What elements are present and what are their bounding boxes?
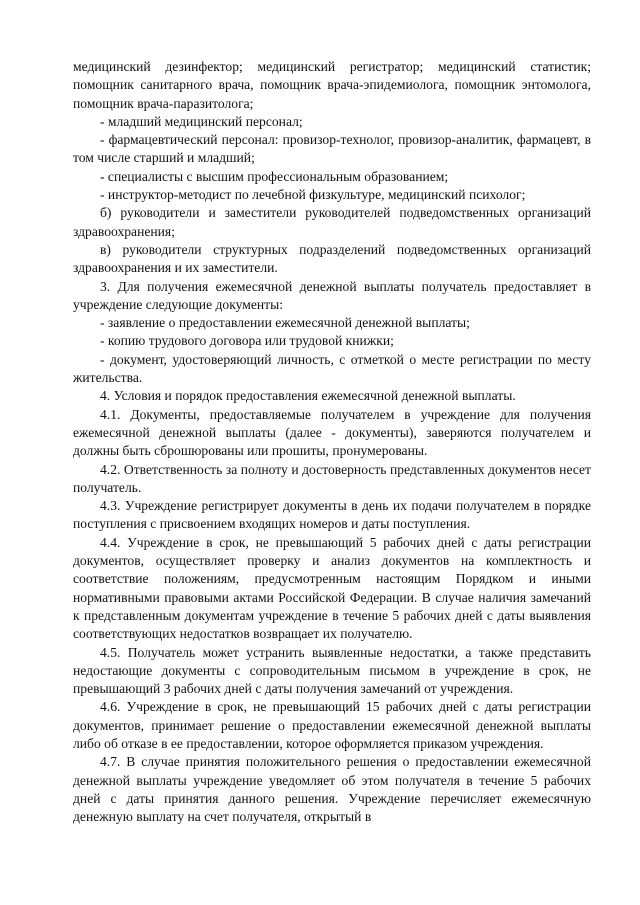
point-3-required-documents: 3. Для получения ежемесячной денежной выплаты получатель предоставляет в учреждение следующие документы: [73, 278, 591, 312]
point-4-1: 4.1. Документы, предоставляемые получателем в учреждение для получения ежемесячной денежной выплаты (далее - документы), заверяются получателем и должны быть сброшюрованы или прошиты, пронумерованы. [73, 406, 591, 459]
list-item-junior-medical-staff: - младший медицинский персонал; [100, 113, 303, 129]
point-4-heading: 4. Условия и порядок предоставления ежемесячной денежной выплаты. [100, 388, 516, 404]
point-4-7: 4.7. В случае принятия положительного решения о предоставлении ежемесячной денежной выплаты учреждение уведомляет об этом получателя в течение 5 рабочих дней с даты принятия данного решения. Учреждение перечисляет ежемесячную денежную выплату на счет получателя, открытый в [73, 754, 591, 825]
paragraph-continuation-staff-list: медицинский дезинфектор; медицинский регистратор; медицинский статистик; помощник санитарного врача, помощник врача-эпидемиолога, помощник энтомолога, помощник врача-паразитолога; [73, 59, 591, 111]
list-item-application: - заявление о предоставлении ежемесячной денежной выплаты; [100, 315, 470, 331]
subpoint-c-heads-of-divisions: в) руководители структурных подразделений подведомственных организаций здравоохранения и их заместители. [73, 241, 591, 276]
point-4-6: 4.6. Учреждение в срок, не превышающий 15 рабочих дней с даты регистрации документов, принимает решение о предоставлении ежемесячной денежной выплаты либо об отказе в ее предоставлении, которое оформляется приказом учреждения. [73, 699, 591, 751]
list-item-identity-document: - документ, удостоверяющий личность, с отметкой о месте регистрации по месту жительства. [73, 351, 591, 386]
subpoint-b-heads-of-organizations: б) руководители и заместители руководителей подведомственных организаций здравоохранения; [73, 205, 591, 239]
point-4-3: 4.3. Учреждение регистрирует документы в день их подачи получателем в порядке поступления с присвоением входящих номеров и даты поступления. [73, 498, 591, 532]
list-item-higher-education-specialists: - специалисты с высшим профессиональным образованием; [100, 168, 449, 184]
list-item-instructor-psychologist: - инструктор-методист по лечебной физкультуре, медицинский психолог; [100, 187, 526, 203]
list-item-pharmaceutical-staff: - фармацевтический персонал: провизор-технолог, провизор-аналитик, фармацевт, в том числе старший и младший; [73, 132, 591, 166]
point-4-4: 4.4. Учреждение в срок, не превышающий 5 рабочих дней с даты регистрации документов, осуществляет проверку и анализ документов на комплектность и соответствие положениям, предусмотренным настоящим Порядком и иными нормативными правовыми актами Российской Федерации. В случае наличия замечаний к представленным документам учреждение в течение 5 рабочих дней с даты выявления соответствующих недостатков возвращает их получателю. [73, 534, 591, 642]
point-4-2: 4.2. Ответственность за полноту и достоверность представленных документов несет получатель. [73, 461, 591, 495]
document-page [73, 58, 591, 826]
list-item-employment-contract: - копию трудового договора или трудовой книжки; [100, 333, 394, 349]
point-4-5: 4.5. Получатель может устранить выявленные недостатки, а также представить недостающие документы с сопроводительным письмом в учреждение в срок, не превышающий 3 рабочих дней с даты получения замечаний от учреждения. [73, 644, 591, 697]
